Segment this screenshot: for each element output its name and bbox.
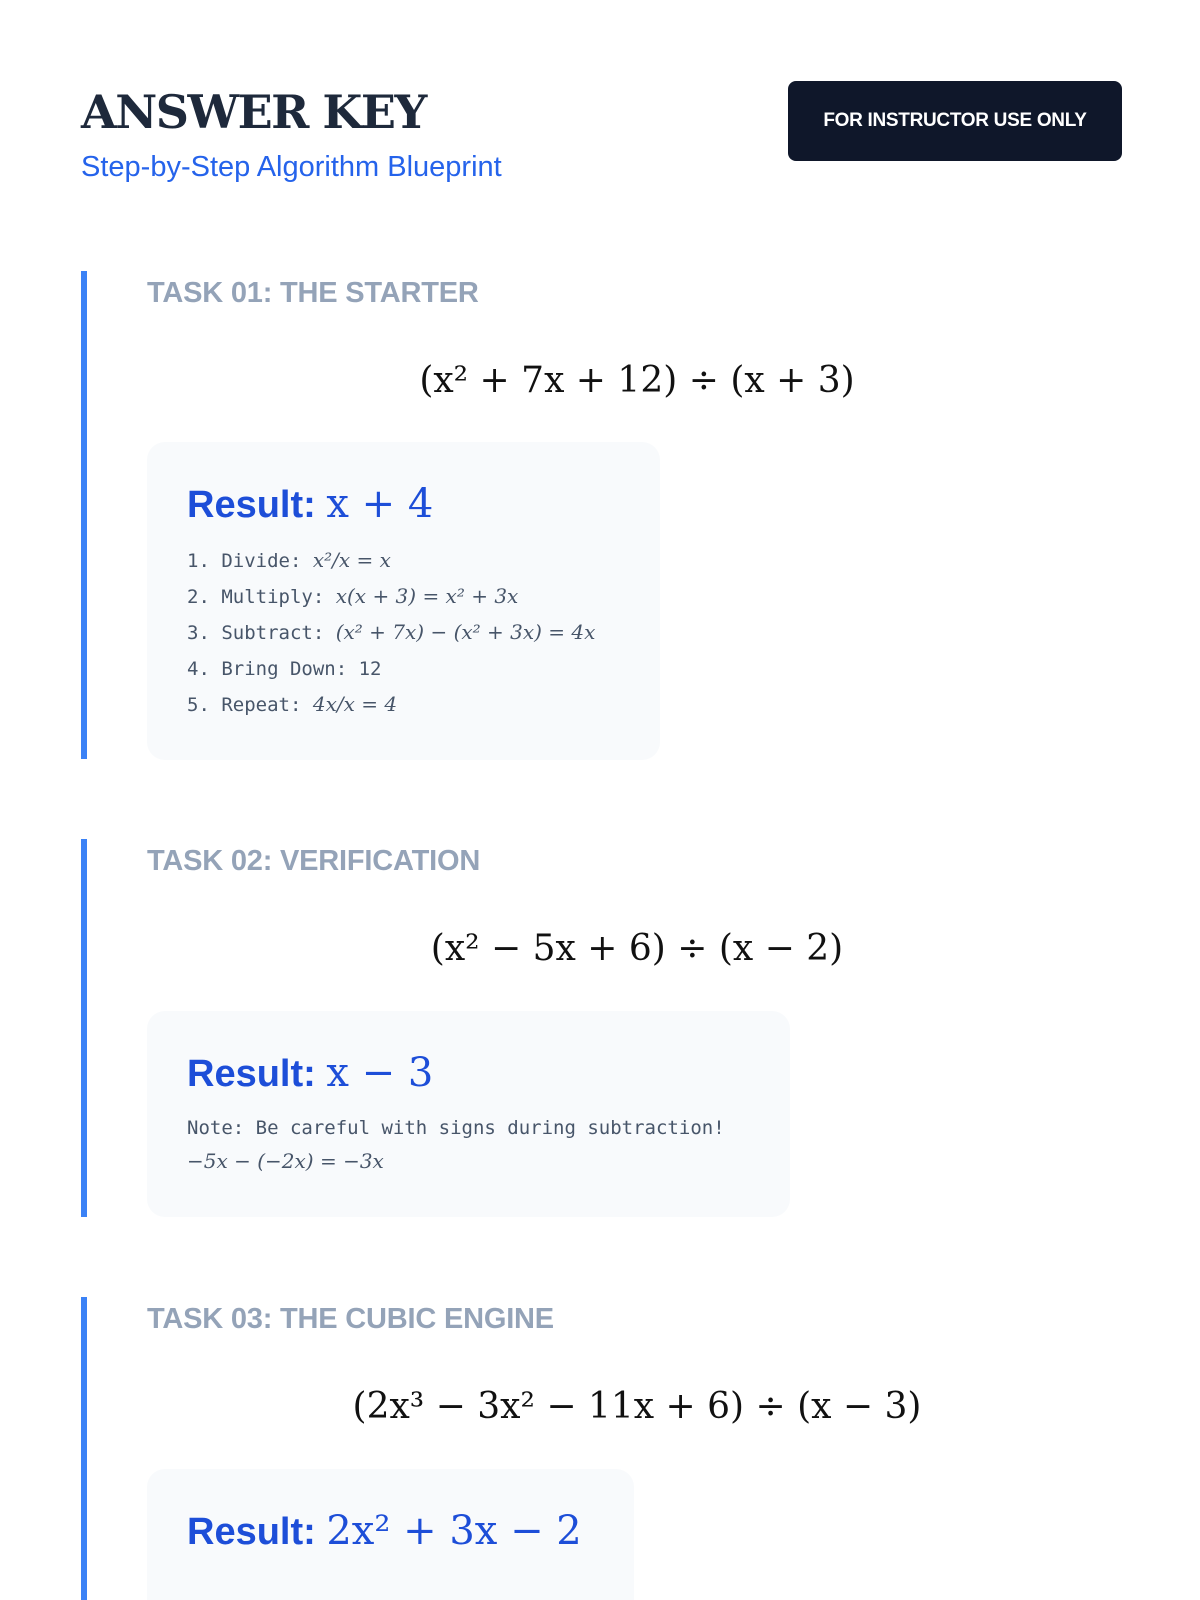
task-label: TASK 01: THE STARTER — [147, 277, 479, 309]
step-text: 5. Repeat: — [187, 694, 313, 716]
result-card — [147, 1011, 790, 1217]
step-item — [187, 579, 620, 615]
step-item — [187, 615, 620, 651]
step-item — [187, 543, 620, 579]
step-item — [187, 651, 620, 687]
instructor-only-badge: FOR INSTRUCTOR USE ONLY — [788, 81, 1122, 161]
task-02 — [81, 839, 1127, 1217]
result-label: Result: — [187, 1511, 316, 1553]
task-label: TASK 02: VERIFICATION — [147, 845, 481, 877]
result-label: Result: — [187, 484, 316, 526]
result-label: Result: — [187, 1053, 316, 1095]
step-text: 3. Subtract: — [187, 622, 336, 644]
page-subtitle: Step-by-Step Algorithm Blueprint — [81, 151, 502, 183]
step-math: x(x + 3) = x² + 3x — [335, 584, 519, 608]
problem-expression: (x² + 7x + 12) ÷ (x + 3) — [419, 360, 855, 401]
step-item — [187, 687, 620, 723]
page-title: ANSWER KEY — [81, 85, 426, 139]
task-label: TASK 03: THE CUBIC ENGINE — [147, 1303, 554, 1335]
step-text: 2. Multiply: — [187, 586, 336, 608]
step-math: x²/x = x — [312, 548, 391, 572]
problem-expression: (x² − 5x + 6) ÷ (x − 2) — [430, 928, 844, 969]
result-card — [147, 1469, 634, 1600]
step-math: (x² + 7x) − (x² + 3x) = 4x — [335, 620, 596, 644]
step-text: 1. Divide: — [187, 550, 313, 572]
step-math: 4x/x = 4 — [312, 692, 398, 716]
result-value: 2x² + 3x − 2 — [326, 1508, 582, 1554]
result-heading — [187, 480, 620, 529]
note-text: Note: Be careful with signs during subtraction! — [187, 1117, 725, 1139]
result-heading — [187, 1049, 750, 1098]
page-header — [81, 84, 1121, 194]
result-value: x − 3 — [326, 1050, 434, 1096]
result-value: x + 4 — [326, 481, 434, 527]
problem-expression: (2x³ − 3x² − 11x + 6) ÷ (x − 3) — [352, 1386, 922, 1427]
task-01 — [81, 271, 1127, 759]
step-text: 4. Bring Down: 12 — [187, 658, 382, 680]
result-card — [147, 442, 660, 760]
result-heading — [187, 1507, 594, 1556]
note-math: −5x − (−2x) = −3x — [187, 1149, 384, 1173]
task-03 — [81, 1297, 1127, 1600]
